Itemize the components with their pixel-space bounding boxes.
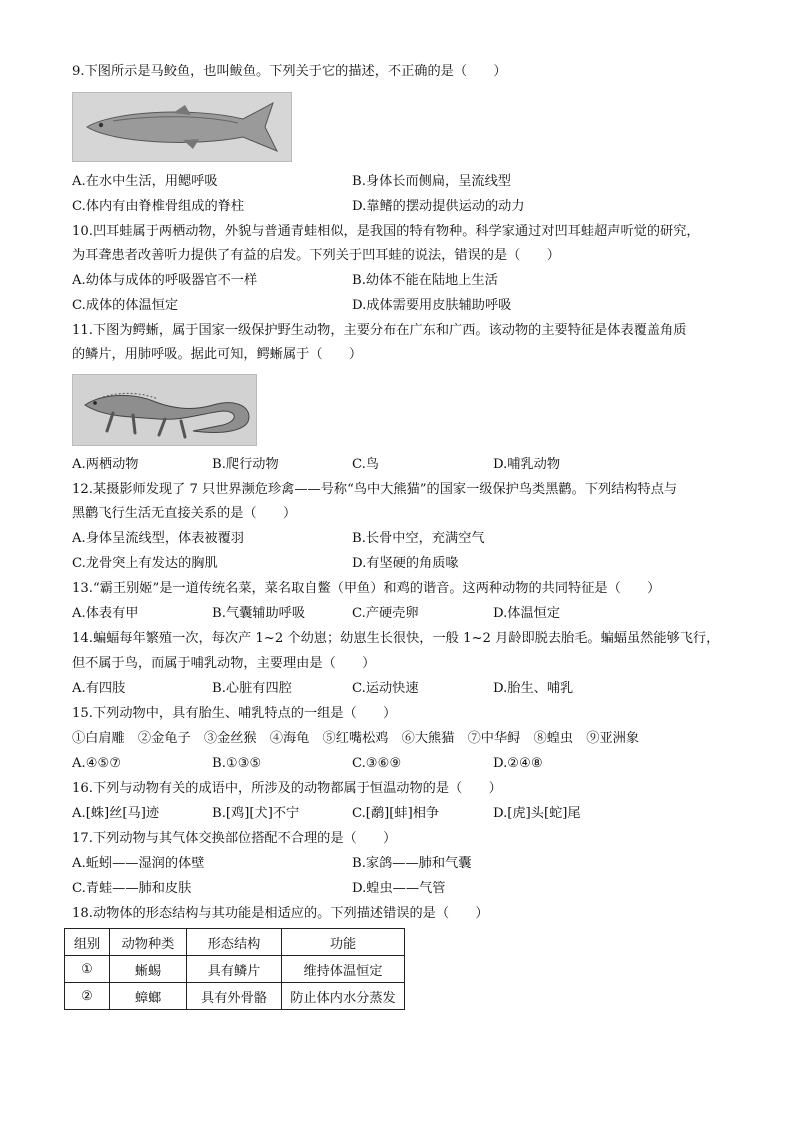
q16-option-a[interactable]: A.[蛛]丝[马]迹	[72, 806, 160, 821]
q17-option-d[interactable]: D.蝗虫——气管	[352, 881, 446, 896]
q12-option-d[interactable]: D.有坚硬的角质喙	[352, 556, 459, 571]
table-cell: 具有外骨骼	[187, 983, 282, 1010]
q9-stem: 9.下图所示是马鲛鱼，也叫鲅鱼。下列关于它的描述，不正确的是（ ）	[72, 64, 507, 79]
q18-stem: 18.动物体的形态结构与其功能是相适应的。下列描述错误的是（ ）	[72, 906, 489, 921]
mackerel-fish-image	[72, 92, 292, 162]
q13-option-a[interactable]: A.体表有甲	[72, 606, 139, 621]
table-row	[65, 983, 405, 1010]
table-cell: ②	[65, 983, 110, 1010]
q12-option-a[interactable]: A.身体呈流线型，体表被覆羽	[72, 531, 244, 546]
q17-stem: 17.下列动物与其气体交换部位搭配不合理的是（ ）	[72, 831, 397, 846]
q14-option-b[interactable]: B.心脏有四腔	[212, 681, 292, 696]
q11-stem-line1: 11.下图为鳄蜥，属于国家一级保护野生动物，主要分布在广东和广西。该动物的主要特征是体表覆盖角质	[72, 323, 687, 338]
q9-option-a[interactable]: A.在水中生活，用鳃呼吸	[72, 174, 218, 189]
table-header-cell: 功能	[282, 929, 405, 956]
q16-stem: 16.下列与动物有关的成语中，所涉及的动物都属于恒温动物的是（ ）	[72, 781, 502, 796]
table-cell: ①	[65, 956, 110, 983]
q9-option-c[interactable]: C.体内有由脊椎骨组成的脊柱	[72, 199, 245, 214]
table-row	[65, 956, 405, 983]
q12-stem-line2: 黑鹳飞行生活无直接关系的是（ ）	[72, 506, 297, 521]
table-header-cell: 形态结构	[187, 929, 282, 956]
q13-option-c[interactable]: C.产硬壳卵	[352, 606, 419, 621]
q16-option-b[interactable]: B.[鸡][犬]不宁	[212, 806, 300, 821]
table-cell: 蜥蜴	[110, 956, 187, 983]
q15-option-c[interactable]: C.③⑥⑨	[352, 756, 402, 771]
q11-option-b[interactable]: B.爬行动物	[212, 457, 279, 472]
q12-stem-line1: 12.某摄影师发现了 7 只世界濒危珍禽——号称“鸟中大熊猫”的国家一级保护鸟类黑鹳。下列结构特点与	[72, 482, 678, 497]
q14-option-c[interactable]: C.运动快速	[352, 681, 419, 696]
q11-option-d[interactable]: D.哺乳动物	[493, 457, 561, 472]
q10-option-a[interactable]: A.幼体与成体的呼吸器官不一样	[72, 273, 258, 288]
q10-option-c[interactable]: C.成体的体温恒定	[72, 298, 179, 313]
q12-option-b[interactable]: B.长骨中空，充满空气	[352, 531, 485, 546]
q13-option-b[interactable]: B.气囊辅助呼吸	[212, 606, 306, 621]
q10-stem-line1: 10.凹耳蛙属于两栖动物，外貌与普通青蛙相似，是我国的特有物种。科学家通过对凹耳蛙超声听觉的研究，	[72, 224, 700, 239]
q13-option-d[interactable]: D.体温恒定	[493, 606, 561, 621]
q11-stem-line2: 的鳞片，用肺呼吸。据此可知，鳄蜥属于（ ）	[72, 347, 363, 362]
q14-stem-line1: 14.蝙蝠每年繁殖一次，每次产 1~2 个幼崽；幼崽生长很快，一般 1~2 月龄即脱去胎毛。蝙蝠虽然能够飞行，	[72, 631, 720, 646]
q11-option-a[interactable]: A.两栖动物	[72, 457, 139, 472]
table-cell: 维持体温恒定	[282, 956, 405, 983]
crocodile-lizard-image	[72, 374, 257, 446]
q14-option-d[interactable]: D.胎生、哺乳	[493, 681, 574, 696]
q17-option-a[interactable]: A.蚯蚓——湿润的体壁	[72, 856, 205, 871]
q10-option-d[interactable]: D.成体需要用皮肤辅助呼吸	[352, 298, 512, 313]
q15-stem: 15.下列动物中，具有胎生、哺乳特点的一组是（ ）	[72, 706, 397, 721]
q9-option-b[interactable]: B.身体长而侧扁，呈流线型	[352, 174, 511, 189]
q14-option-a[interactable]: A.有四肢	[72, 681, 126, 696]
q10-option-b[interactable]: B.幼体不能在陆地上生活	[352, 273, 498, 288]
q17-option-c[interactable]: C.青蛙——肺和皮肤	[72, 881, 192, 896]
q13-stem: 13.“霸王别姬”是一道传统名菜，菜名取自鳖（甲鱼）和鸡的谐音。这两种动物的共同特征是（ ）	[72, 581, 661, 596]
q12-option-c[interactable]: C.龙骨突上有发达的胸肌	[72, 556, 218, 571]
q15-animal-list: ①白肩雕 ②金龟子 ③金丝猴 ④海龟 ⑤红嘴松鸡 ⑥大熊猫 ⑦中华鲟 ⑧蝗虫 ⑨亚洲象	[72, 731, 640, 746]
q10-stem-line2: 为耳聋患者改善听力提供了有益的启发。下列关于凹耳蛙的说法，错误的是（ ）	[72, 248, 560, 263]
q16-option-c[interactable]: C.[鹬][蚌]相争	[352, 806, 440, 821]
table-header-cell: 动物种类	[110, 929, 187, 956]
q15-option-d[interactable]: D.②④⑧	[493, 756, 543, 771]
q16-option-d[interactable]: D.[虎]头[蛇]尾	[493, 806, 581, 821]
q15-option-b[interactable]: B.①③⑤	[212, 756, 262, 771]
q15-option-a[interactable]: A.④⑤⑦	[72, 756, 122, 771]
table-cell: 防止体内水分蒸发	[282, 983, 405, 1010]
table-header-row	[65, 929, 405, 956]
table-cell: 蟑螂	[110, 983, 187, 1010]
q14-stem-line2: 但不属于鸟，而属于哺乳动物，主要理由是（ ）	[72, 656, 376, 671]
q18-table	[64, 928, 405, 1010]
q9-option-d[interactable]: D.靠鳍的摆动提供运动的动力	[352, 199, 525, 214]
table-cell: 具有鳞片	[187, 956, 282, 983]
table-header-cell: 组别	[65, 929, 110, 956]
q17-option-b[interactable]: B.家鸽——肺和气囊	[352, 856, 472, 871]
q11-option-c[interactable]: C.鸟	[352, 457, 379, 472]
